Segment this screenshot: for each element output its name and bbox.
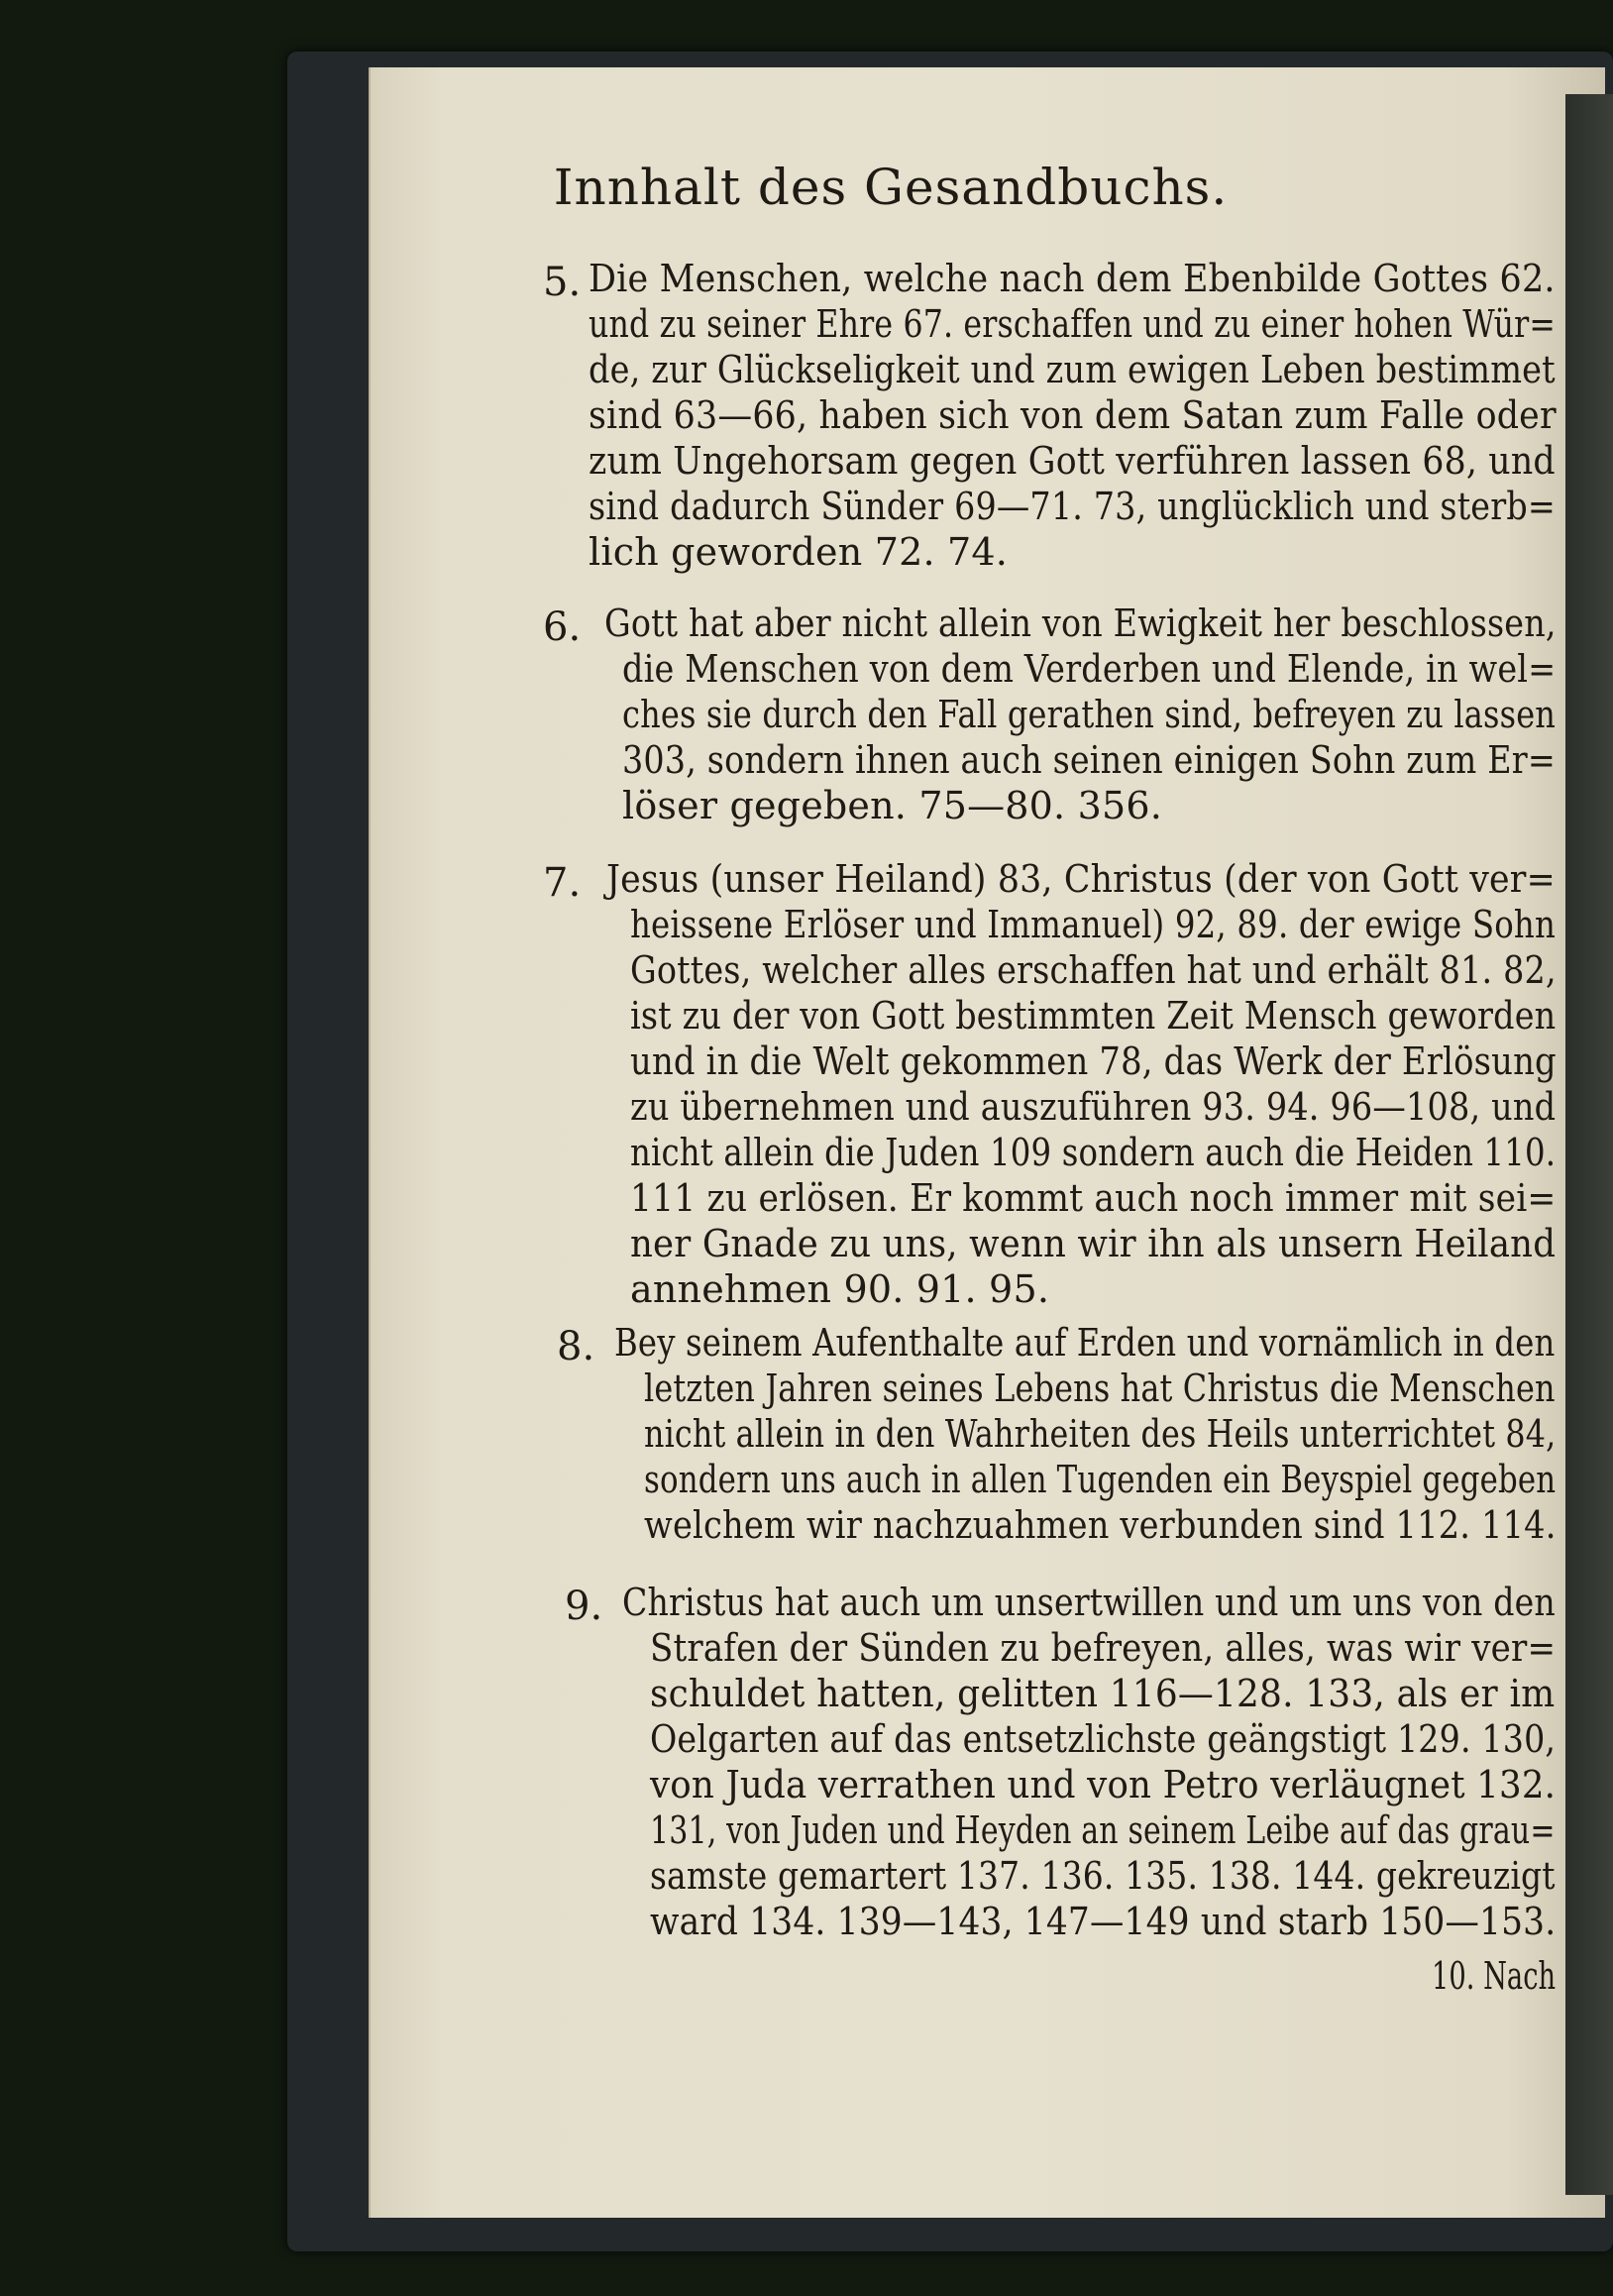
entry-line: von Juda verrathen und von Petro verläugnet 132. <box>650 1763 1557 1806</box>
entry-line: samste gemartert 137. 136. 135. 138. 144. gekreuzigt <box>650 1854 1556 1898</box>
entry-number: 8. <box>557 1324 595 1369</box>
entry-line: Strafen der Sünden zu befreyen, alles, was wir ver= <box>650 1626 1557 1670</box>
page-header <box>0 159 1613 216</box>
entry-line: ward 134. 139—143, 147—149 und starb 150—153. <box>650 1900 1557 1943</box>
entry-line: Jesus (unser Heiland) 83, Christus (der von Gott ver= <box>606 857 1556 901</box>
entry-line: Bey seinem Aufenthalte auf Erden und vornämlich in den <box>614 1321 1556 1365</box>
entry-line: löser gegeben. 75—80. 356. <box>622 784 1163 827</box>
entry-line: zum Ungehorsam gegen Gott verführen lassen 68, und <box>589 439 1556 483</box>
entry-line: Gott hat aber nicht allein von Ewigkeit her beschlossen, <box>604 601 1557 645</box>
entry-line: sind dadurch Sünder 69—71. 73, unglücklich und sterb= <box>589 485 1557 528</box>
facing-page-edge <box>1565 94 1613 2195</box>
entry-line: nicht allein die Juden 109 sondern auch die Heiden 110. <box>630 1131 1557 1174</box>
entry-number: 7. <box>543 860 582 906</box>
entry-line: sind 63—66, haben sich von dem Satan zum Falle oder <box>589 393 1557 437</box>
entry-line: ist zu der von Gott bestimmten Zeit Mensch geworden <box>630 994 1557 1038</box>
entry-number: 5. <box>543 260 582 305</box>
entry-line: 111 zu erlösen. Er kommt auch noch immer mit sei= <box>630 1176 1557 1220</box>
entry-line: Christus hat auch um unsertwillen und um uns von den <box>622 1581 1556 1624</box>
entry-line: welchem wir nachzuahmen verbunden sind 112. 114. <box>644 1503 1557 1547</box>
entry-line: lich geworden 72. 74. <box>589 530 1009 574</box>
entry-line: schuldet hatten, gelitten 116—128. 133, als er im <box>650 1672 1556 1715</box>
entry-line: und in die Welt gekommen 78, das Werk der Erlösung <box>630 1039 1557 1083</box>
entry-line: heissene Erlöser und Immanuel) 92, 89. der ewige Sohn <box>630 903 1557 946</box>
entry-line: Die Menschen, welche nach dem Ebenbilde Gottes 62. <box>589 257 1556 300</box>
entry-line: 131, von Juden und Heyden an seinem Leibe auf das grau= <box>650 1808 1556 1852</box>
entry-line: nicht allein in den Wahrheiten des Heils unterrichtet 84, <box>644 1412 1557 1456</box>
entry-line: annehmen 90. 91. 95. <box>630 1267 1050 1311</box>
page-title: Innhalt des Gesandbuchs. <box>553 159 1229 216</box>
catchword: 10. Nach <box>1432 1954 1557 1998</box>
entry-line: 303, sondern ihnen auch seinen einigen Sohn zum Er= <box>622 738 1557 782</box>
entry-line: die Menschen von dem Verderben und Elende, in wel= <box>622 647 1557 691</box>
entry-number: 6. <box>543 604 582 650</box>
entry-line: Oelgarten auf das entsetzlichste geängstigt 129. 130, <box>650 1717 1557 1761</box>
entry-line: ner Gnade zu uns, wenn wir ihn als unsern Heiland <box>630 1222 1557 1265</box>
entry-line: sondern uns auch in allen Tugenden ein Beyspiel gegeben <box>644 1458 1557 1501</box>
entry-line: letzten Jahren seines Lebens hat Christus die Menschen <box>644 1367 1556 1410</box>
entry-line: Gottes, welcher alles erschaffen hat und erhält 81. 82, <box>630 948 1557 992</box>
entry-line: und zu seiner Ehre 67. erschaffen und zu einer hohen Wür= <box>589 302 1557 346</box>
entry-line: zu übernehmen und auszuführen 93. 94. 96—108, und <box>630 1085 1557 1129</box>
entry-line: ches sie durch den Fall gerathen sind, befreyen zu lassen <box>622 693 1557 736</box>
entry-line: de, zur Glückseligkeit und zum ewigen Leben bestimmet <box>589 348 1556 391</box>
entry-number: 9. <box>565 1584 603 1629</box>
